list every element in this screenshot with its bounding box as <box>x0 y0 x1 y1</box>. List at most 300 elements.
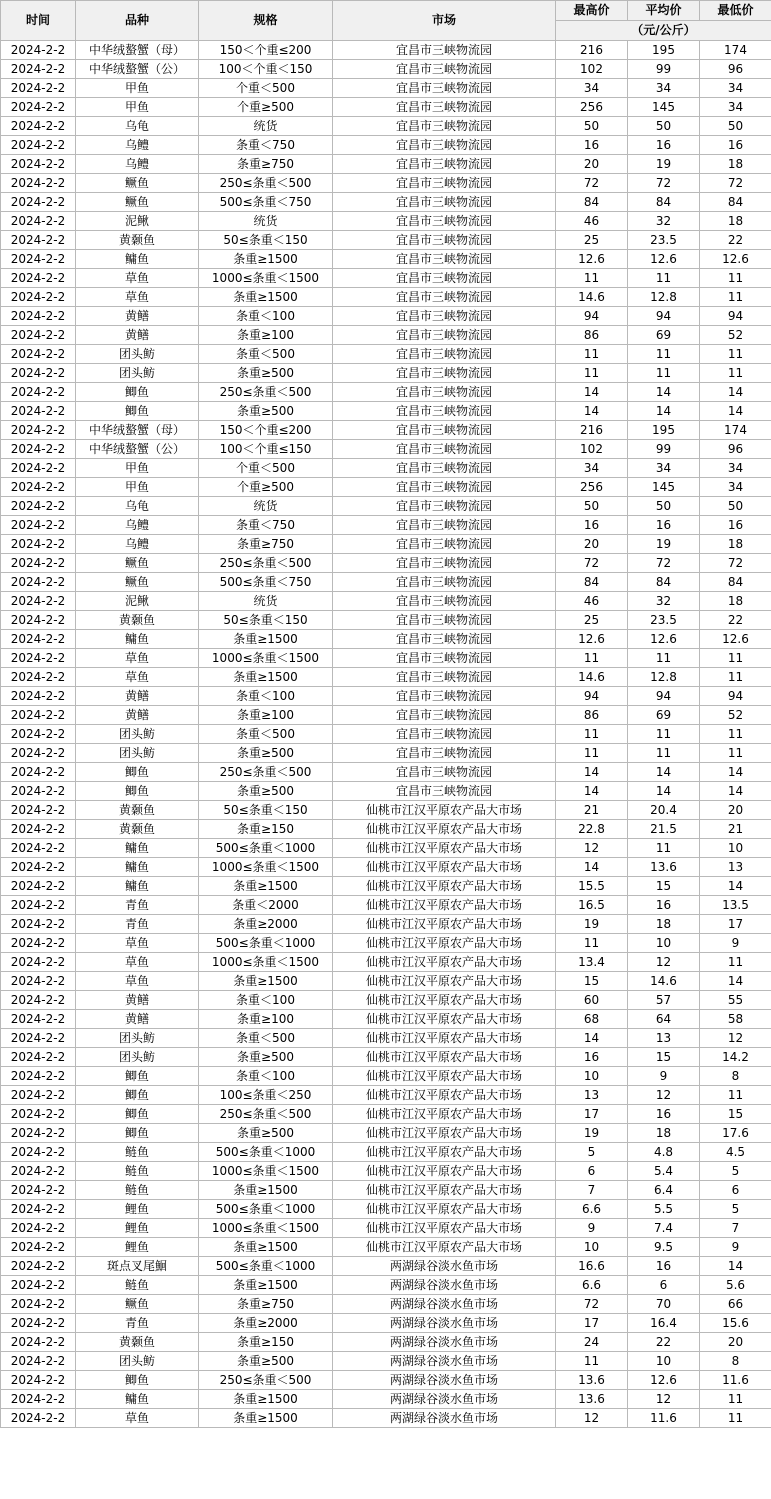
cell-max-price: 216 <box>556 41 628 60</box>
cell-spec: 250≤条重＜500 <box>199 1371 333 1390</box>
header-spec: 规格 <box>199 1 333 41</box>
table-row <box>1 896 771 915</box>
table-row <box>1 1314 771 1333</box>
table-row <box>1 421 771 440</box>
cell-min-price: 174 <box>700 41 771 60</box>
cell-avg-price: 5.4 <box>628 1162 700 1181</box>
cell-max-price: 16.5 <box>556 896 628 915</box>
cell-spec: 条重≥1500 <box>199 288 333 307</box>
cell-max-price: 34 <box>556 79 628 98</box>
cell-min-price: 14 <box>700 383 771 402</box>
cell-time: 2024-2-2 <box>1 1219 76 1238</box>
cell-variety: 草鱼 <box>76 934 199 953</box>
cell-min-price: 174 <box>700 421 771 440</box>
cell-avg-price: 11 <box>628 345 700 364</box>
cell-avg-price: 20.4 <box>628 801 700 820</box>
cell-spec: 条重≥1500 <box>199 250 333 269</box>
cell-avg-price: 99 <box>628 60 700 79</box>
cell-min-price: 14 <box>700 877 771 896</box>
cell-time: 2024-2-2 <box>1 1143 76 1162</box>
cell-variety: 甲鱼 <box>76 459 199 478</box>
cell-max-price: 84 <box>556 193 628 212</box>
table-row <box>1 839 771 858</box>
cell-max-price: 7 <box>556 1181 628 1200</box>
cell-market: 仙桃市江汉平原农产品大市场 <box>333 820 556 839</box>
cell-time: 2024-2-2 <box>1 668 76 687</box>
cell-min-price: 5 <box>700 1162 771 1181</box>
cell-time: 2024-2-2 <box>1 877 76 896</box>
table-row <box>1 1333 771 1352</box>
cell-avg-price: 16 <box>628 1105 700 1124</box>
header-max-price: 最高价 <box>556 1 628 21</box>
cell-avg-price: 11 <box>628 269 700 288</box>
table-row <box>1 383 771 402</box>
cell-variety: 黄鳝 <box>76 706 199 725</box>
cell-variety: 团头鲂 <box>76 345 199 364</box>
cell-max-price: 11 <box>556 725 628 744</box>
cell-time: 2024-2-2 <box>1 953 76 972</box>
cell-max-price: 12.6 <box>556 630 628 649</box>
cell-variety: 黄颡鱼 <box>76 231 199 250</box>
cell-time: 2024-2-2 <box>1 1257 76 1276</box>
cell-min-price: 18 <box>700 592 771 611</box>
cell-min-price: 50 <box>700 117 771 136</box>
cell-market: 宜昌市三峡物流园 <box>333 611 556 630</box>
table-row <box>1 212 771 231</box>
table-row <box>1 1105 771 1124</box>
cell-variety: 泥鳅 <box>76 212 199 231</box>
cell-min-price: 12 <box>700 1029 771 1048</box>
cell-market: 宜昌市三峡物流园 <box>333 535 556 554</box>
cell-max-price: 86 <box>556 326 628 345</box>
cell-spec: 个重≥500 <box>199 98 333 117</box>
cell-max-price: 50 <box>556 497 628 516</box>
cell-min-price: 34 <box>700 79 771 98</box>
cell-time: 2024-2-2 <box>1 1067 76 1086</box>
table-row <box>1 1162 771 1181</box>
cell-max-price: 216 <box>556 421 628 440</box>
cell-spec: 50≤条重＜150 <box>199 611 333 630</box>
cell-avg-price: 12.6 <box>628 1371 700 1390</box>
cell-max-price: 84 <box>556 573 628 592</box>
cell-time: 2024-2-2 <box>1 60 76 79</box>
cell-variety: 中华绒螯蟹（公） <box>76 440 199 459</box>
cell-market: 仙桃市江汉平原农产品大市场 <box>333 1086 556 1105</box>
cell-spec: 条重＜500 <box>199 1029 333 1048</box>
cell-variety: 鳙鱼 <box>76 1390 199 1409</box>
cell-market: 宜昌市三峡物流园 <box>333 725 556 744</box>
cell-max-price: 13.6 <box>556 1390 628 1409</box>
cell-max-price: 19 <box>556 915 628 934</box>
cell-max-price: 102 <box>556 440 628 459</box>
cell-time: 2024-2-2 <box>1 1314 76 1333</box>
cell-variety: 黄鳝 <box>76 1010 199 1029</box>
cell-avg-price: 69 <box>628 706 700 725</box>
cell-min-price: 21 <box>700 820 771 839</box>
cell-variety: 黄鳝 <box>76 991 199 1010</box>
cell-variety: 乌龟 <box>76 117 199 136</box>
table-row <box>1 858 771 877</box>
cell-spec: 500≤条重＜1000 <box>199 839 333 858</box>
cell-spec: 条重≥1500 <box>199 877 333 896</box>
cell-max-price: 46 <box>556 592 628 611</box>
cell-time: 2024-2-2 <box>1 459 76 478</box>
cell-variety: 鲫鱼 <box>76 383 199 402</box>
cell-max-price: 11 <box>556 364 628 383</box>
cell-avg-price: 6.4 <box>628 1181 700 1200</box>
cell-time: 2024-2-2 <box>1 1371 76 1390</box>
cell-spec: 条重≥1500 <box>199 972 333 991</box>
cell-market: 宜昌市三峡物流园 <box>333 516 556 535</box>
cell-spec: 条重＜100 <box>199 1067 333 1086</box>
cell-max-price: 13 <box>556 1086 628 1105</box>
cell-spec: 统货 <box>199 592 333 611</box>
cell-max-price: 72 <box>556 554 628 573</box>
cell-avg-price: 11 <box>628 649 700 668</box>
cell-spec: 150＜个重≤200 <box>199 41 333 60</box>
header-time: 时间 <box>1 1 76 41</box>
cell-avg-price: 13 <box>628 1029 700 1048</box>
cell-market: 仙桃市江汉平原农产品大市场 <box>333 1010 556 1029</box>
cell-time: 2024-2-2 <box>1 915 76 934</box>
table-row <box>1 1409 771 1428</box>
table-row <box>1 1200 771 1219</box>
cell-time: 2024-2-2 <box>1 98 76 117</box>
cell-market: 宜昌市三峡物流园 <box>333 649 556 668</box>
cell-spec: 条重≥1500 <box>199 1238 333 1257</box>
cell-min-price: 58 <box>700 1010 771 1029</box>
cell-min-price: 8 <box>700 1352 771 1371</box>
cell-variety: 鳜鱼 <box>76 193 199 212</box>
cell-spec: 条重≥1500 <box>199 668 333 687</box>
cell-avg-price: 57 <box>628 991 700 1010</box>
cell-time: 2024-2-2 <box>1 725 76 744</box>
cell-time: 2024-2-2 <box>1 858 76 877</box>
cell-market: 仙桃市江汉平原农产品大市场 <box>333 877 556 896</box>
cell-min-price: 96 <box>700 440 771 459</box>
cell-time: 2024-2-2 <box>1 155 76 174</box>
cell-market: 宜昌市三峡物流园 <box>333 592 556 611</box>
cell-min-price: 17.6 <box>700 1124 771 1143</box>
cell-max-price: 17 <box>556 1105 628 1124</box>
table-row <box>1 1048 771 1067</box>
cell-market: 宜昌市三峡物流园 <box>333 687 556 706</box>
cell-market: 宜昌市三峡物流园 <box>333 554 556 573</box>
cell-spec: 条重≥2000 <box>199 915 333 934</box>
cell-min-price: 13 <box>700 858 771 877</box>
cell-variety: 鲫鱼 <box>76 1371 199 1390</box>
cell-min-price: 12.6 <box>700 250 771 269</box>
cell-avg-price: 11.6 <box>628 1409 700 1428</box>
cell-max-price: 16 <box>556 516 628 535</box>
table-row <box>1 801 771 820</box>
table-row <box>1 820 771 839</box>
cell-time: 2024-2-2 <box>1 535 76 554</box>
cell-variety: 黄颡鱼 <box>76 1333 199 1352</box>
cell-variety: 甲鱼 <box>76 98 199 117</box>
cell-market: 宜昌市三峡物流园 <box>333 231 556 250</box>
cell-time: 2024-2-2 <box>1 1086 76 1105</box>
cell-max-price: 14 <box>556 402 628 421</box>
cell-variety: 草鱼 <box>76 972 199 991</box>
table-row <box>1 592 771 611</box>
cell-max-price: 11 <box>556 269 628 288</box>
cell-time: 2024-2-2 <box>1 193 76 212</box>
cell-market: 宜昌市三峡物流园 <box>333 136 556 155</box>
cell-min-price: 18 <box>700 155 771 174</box>
cell-avg-price: 16 <box>628 136 700 155</box>
table-row <box>1 782 771 801</box>
cell-avg-price: 11 <box>628 839 700 858</box>
cell-variety: 草鱼 <box>76 953 199 972</box>
cell-spec: 500≤条重＜1000 <box>199 934 333 953</box>
table-row <box>1 1238 771 1257</box>
cell-market: 仙桃市江汉平原农产品大市场 <box>333 839 556 858</box>
cell-time: 2024-2-2 <box>1 345 76 364</box>
cell-max-price: 20 <box>556 155 628 174</box>
cell-min-price: 96 <box>700 60 771 79</box>
cell-min-price: 11 <box>700 953 771 972</box>
cell-avg-price: 19 <box>628 535 700 554</box>
cell-market: 宜昌市三峡物流园 <box>333 41 556 60</box>
cell-avg-price: 50 <box>628 117 700 136</box>
cell-max-price: 22.8 <box>556 820 628 839</box>
table-row <box>1 877 771 896</box>
cell-min-price: 14 <box>700 972 771 991</box>
cell-time: 2024-2-2 <box>1 231 76 250</box>
cell-spec: 500≤条重＜1000 <box>199 1143 333 1162</box>
cell-variety: 中华绒螯蟹（公） <box>76 60 199 79</box>
table-row <box>1 478 771 497</box>
cell-spec: 条重＜2000 <box>199 896 333 915</box>
cell-min-price: 11 <box>700 725 771 744</box>
cell-max-price: 14 <box>556 858 628 877</box>
cell-avg-price: 64 <box>628 1010 700 1029</box>
table-row <box>1 649 771 668</box>
table-row <box>1 269 771 288</box>
header-unit: （元/公斤） <box>556 21 771 41</box>
cell-market: 宜昌市三峡物流园 <box>333 155 556 174</box>
cell-avg-price: 12.8 <box>628 668 700 687</box>
cell-time: 2024-2-2 <box>1 706 76 725</box>
cell-variety: 鲢鱼 <box>76 1276 199 1295</box>
cell-market: 仙桃市江汉平原农产品大市场 <box>333 972 556 991</box>
cell-avg-price: 16.4 <box>628 1314 700 1333</box>
cell-avg-price: 32 <box>628 212 700 231</box>
cell-min-price: 22 <box>700 231 771 250</box>
cell-max-price: 14 <box>556 383 628 402</box>
cell-max-price: 6.6 <box>556 1276 628 1295</box>
cell-max-price: 16 <box>556 136 628 155</box>
cell-time: 2024-2-2 <box>1 554 76 573</box>
cell-time: 2024-2-2 <box>1 1276 76 1295</box>
table-row <box>1 706 771 725</box>
cell-avg-price: 14 <box>628 782 700 801</box>
cell-max-price: 6 <box>556 1162 628 1181</box>
cell-min-price: 17 <box>700 915 771 934</box>
cell-spec: 条重≥2000 <box>199 1314 333 1333</box>
table-row <box>1 915 771 934</box>
table-row <box>1 1124 771 1143</box>
cell-avg-price: 11 <box>628 364 700 383</box>
cell-max-price: 10 <box>556 1238 628 1257</box>
cell-variety: 斑点叉尾鮰 <box>76 1257 199 1276</box>
cell-market: 仙桃市江汉平原农产品大市场 <box>333 991 556 1010</box>
cell-min-price: 14 <box>700 782 771 801</box>
cell-max-price: 68 <box>556 1010 628 1029</box>
cell-time: 2024-2-2 <box>1 212 76 231</box>
cell-market: 宜昌市三峡物流园 <box>333 117 556 136</box>
table-row <box>1 934 771 953</box>
cell-variety: 乌鳢 <box>76 535 199 554</box>
cell-spec: 条重≥1500 <box>199 1276 333 1295</box>
cell-min-price: 13.5 <box>700 896 771 915</box>
cell-max-price: 6.6 <box>556 1200 628 1219</box>
cell-time: 2024-2-2 <box>1 611 76 630</box>
cell-avg-price: 72 <box>628 554 700 573</box>
cell-spec: 条重＜500 <box>199 345 333 364</box>
cell-time: 2024-2-2 <box>1 972 76 991</box>
header-min-price: 最低价 <box>700 1 771 21</box>
cell-time: 2024-2-2 <box>1 1029 76 1048</box>
cell-variety: 乌鳢 <box>76 155 199 174</box>
cell-variety: 鳙鱼 <box>76 630 199 649</box>
cell-time: 2024-2-2 <box>1 516 76 535</box>
cell-spec: 条重≥1500 <box>199 630 333 649</box>
cell-min-price: 5.6 <box>700 1276 771 1295</box>
cell-avg-price: 12 <box>628 1390 700 1409</box>
table-row <box>1 763 771 782</box>
cell-spec: 500≤条重＜1000 <box>199 1200 333 1219</box>
cell-spec: 条重≥150 <box>199 820 333 839</box>
cell-variety: 鳙鱼 <box>76 839 199 858</box>
cell-spec: 条重≥750 <box>199 1295 333 1314</box>
cell-spec: 1000≤条重＜1500 <box>199 1219 333 1238</box>
cell-min-price: 8 <box>700 1067 771 1086</box>
cell-market: 宜昌市三峡物流园 <box>333 706 556 725</box>
table-row <box>1 1276 771 1295</box>
cell-market: 宜昌市三峡物流园 <box>333 440 556 459</box>
table-row <box>1 326 771 345</box>
cell-market: 两湖绿谷淡水鱼市场 <box>333 1409 556 1428</box>
cell-time: 2024-2-2 <box>1 1352 76 1371</box>
cell-variety: 甲鱼 <box>76 79 199 98</box>
cell-min-price: 22 <box>700 611 771 630</box>
cell-spec: 条重＜100 <box>199 991 333 1010</box>
table-row <box>1 1295 771 1314</box>
table-row <box>1 991 771 1010</box>
cell-avg-price: 94 <box>628 307 700 326</box>
cell-avg-price: 13.6 <box>628 858 700 877</box>
cell-market: 两湖绿谷淡水鱼市场 <box>333 1390 556 1409</box>
cell-market: 两湖绿谷淡水鱼市场 <box>333 1257 556 1276</box>
cell-variety: 团头鲂 <box>76 1048 199 1067</box>
cell-variety: 草鱼 <box>76 668 199 687</box>
cell-avg-price: 4.8 <box>628 1143 700 1162</box>
cell-avg-price: 19 <box>628 155 700 174</box>
table-row <box>1 193 771 212</box>
cell-avg-price: 10 <box>628 934 700 953</box>
cell-spec: 1000≤条重＜1500 <box>199 1162 333 1181</box>
cell-spec: 50≤条重＜150 <box>199 231 333 250</box>
cell-min-price: 50 <box>700 497 771 516</box>
cell-max-price: 9 <box>556 1219 628 1238</box>
cell-variety: 鲤鱼 <box>76 1200 199 1219</box>
cell-max-price: 14 <box>556 1029 628 1048</box>
cell-avg-price: 6 <box>628 1276 700 1295</box>
cell-spec: 1000≤条重＜1500 <box>199 269 333 288</box>
cell-min-price: 14 <box>700 763 771 782</box>
table-body <box>1 41 771 1428</box>
cell-spec: 条重＜100 <box>199 307 333 326</box>
cell-max-price: 16 <box>556 1048 628 1067</box>
cell-min-price: 11 <box>700 288 771 307</box>
cell-max-price: 94 <box>556 307 628 326</box>
cell-variety: 鲢鱼 <box>76 1181 199 1200</box>
table-row <box>1 1029 771 1048</box>
table-row <box>1 1352 771 1371</box>
table-row <box>1 440 771 459</box>
cell-max-price: 11 <box>556 1352 628 1371</box>
table-row <box>1 250 771 269</box>
cell-market: 宜昌市三峡物流园 <box>333 763 556 782</box>
cell-market: 宜昌市三峡物流园 <box>333 744 556 763</box>
cell-min-price: 11 <box>700 668 771 687</box>
cell-variety: 草鱼 <box>76 288 199 307</box>
cell-min-price: 55 <box>700 991 771 1010</box>
cell-market: 宜昌市三峡物流园 <box>333 98 556 117</box>
table-row <box>1 459 771 478</box>
table-row <box>1 364 771 383</box>
cell-spec: 条重＜500 <box>199 725 333 744</box>
cell-max-price: 15 <box>556 972 628 991</box>
cell-avg-price: 195 <box>628 41 700 60</box>
cell-spec: 500≤条重＜750 <box>199 193 333 212</box>
cell-market: 宜昌市三峡物流园 <box>333 307 556 326</box>
cell-max-price: 102 <box>556 60 628 79</box>
cell-spec: 个重＜500 <box>199 459 333 478</box>
cell-min-price: 12.6 <box>700 630 771 649</box>
cell-market: 仙桃市江汉平原农产品大市场 <box>333 1067 556 1086</box>
cell-time: 2024-2-2 <box>1 307 76 326</box>
cell-time: 2024-2-2 <box>1 763 76 782</box>
cell-spec: 150＜个重≤200 <box>199 421 333 440</box>
cell-max-price: 24 <box>556 1333 628 1352</box>
cell-variety: 中华绒螯蟹（母） <box>76 421 199 440</box>
cell-spec: 500≤条重＜1000 <box>199 1257 333 1276</box>
cell-max-price: 11 <box>556 649 628 668</box>
cell-spec: 条重＜750 <box>199 516 333 535</box>
cell-spec: 统货 <box>199 497 333 516</box>
cell-variety: 鳙鱼 <box>76 250 199 269</box>
cell-min-price: 34 <box>700 478 771 497</box>
cell-avg-price: 12.8 <box>628 288 700 307</box>
cell-max-price: 60 <box>556 991 628 1010</box>
cell-avg-price: 5.5 <box>628 1200 700 1219</box>
cell-spec: 1000≤条重＜1500 <box>199 858 333 877</box>
cell-max-price: 13.4 <box>556 953 628 972</box>
table-row <box>1 972 771 991</box>
cell-spec: 统货 <box>199 117 333 136</box>
cell-min-price: 16 <box>700 136 771 155</box>
cell-avg-price: 11 <box>628 744 700 763</box>
cell-avg-price: 9.5 <box>628 1238 700 1257</box>
cell-max-price: 14 <box>556 763 628 782</box>
cell-market: 仙桃市江汉平原农产品大市场 <box>333 1162 556 1181</box>
cell-time: 2024-2-2 <box>1 573 76 592</box>
cell-spec: 条重≥500 <box>199 1124 333 1143</box>
table-row <box>1 1010 771 1029</box>
